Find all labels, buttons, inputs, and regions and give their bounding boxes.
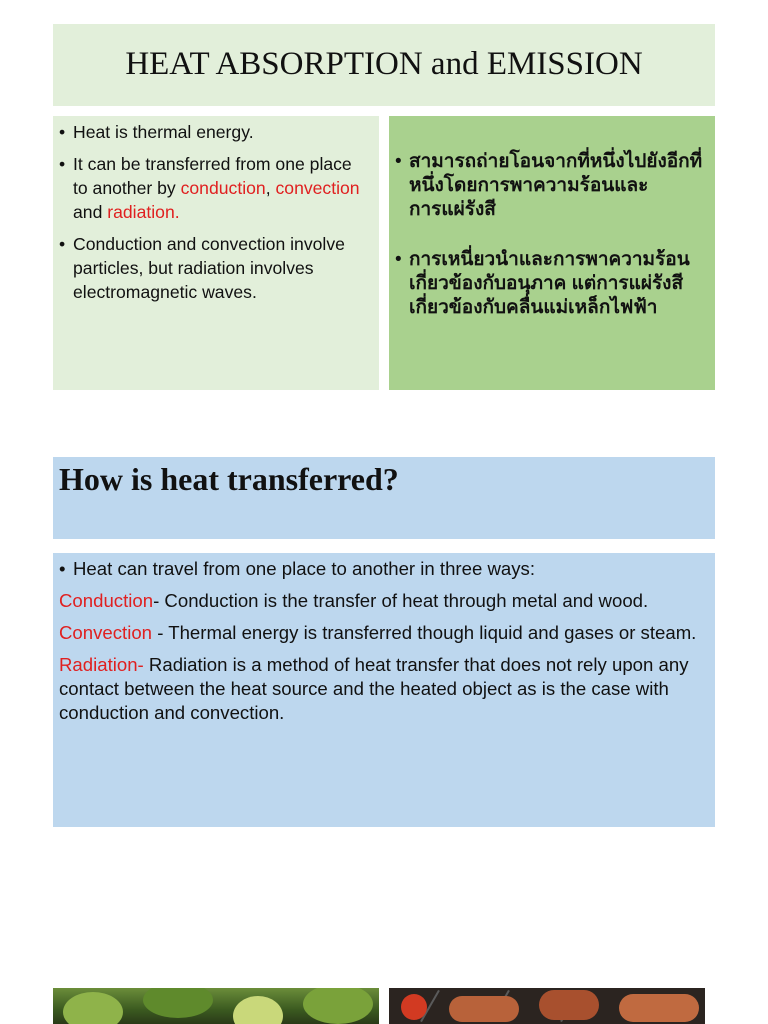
bullet-particles-waves bbox=[59, 232, 369, 304]
thai-bullets-panel bbox=[389, 116, 715, 390]
bullet-transfer-methods bbox=[59, 152, 369, 224]
radiation-term: Radiation- bbox=[59, 654, 144, 675]
conduction-text: - Conduction is the transfer of heat through metal and wood. bbox=[153, 590, 649, 611]
comma: , bbox=[265, 178, 271, 198]
leaf-shape bbox=[143, 988, 213, 1018]
bullet-thermal-energy bbox=[59, 120, 369, 144]
convection-term: Convection bbox=[59, 622, 153, 643]
bullet-text: Conduction and convection involve particles, but radiation involves electromagnetic waves. bbox=[73, 234, 345, 302]
thai-bullet-transfer bbox=[395, 150, 707, 222]
term-conduction: conduction bbox=[180, 178, 266, 198]
radiation-text: Radiation is a method of heat transfer that does not rely upon any contact between the heat source and the heated object as is the case with conduction and convection. bbox=[59, 654, 689, 723]
section-title-box bbox=[53, 457, 715, 539]
grill-photo bbox=[389, 988, 705, 1024]
english-bullet-list bbox=[59, 120, 369, 304]
tomato-shape bbox=[401, 994, 427, 1020]
section-title: How is heat transferred? bbox=[59, 461, 399, 497]
intro-paragraph: • Heat can travel from one place to another in three ways: bbox=[59, 557, 705, 581]
sausage-shape bbox=[539, 990, 599, 1020]
section-body bbox=[53, 553, 715, 827]
title-box bbox=[53, 24, 715, 106]
sausage-shape bbox=[449, 996, 519, 1022]
thai-bullet-list bbox=[395, 150, 707, 320]
thai-bullet-text: การเหนี่ยวนำและการพาความร้อนเกี่ยวข้องกับอนุภาค แต่การแผ่รังสีเกี่ยวข้องกับคลื่นแม่เหล็กไฟฟ้า bbox=[409, 249, 690, 318]
english-bullets-panel bbox=[53, 116, 379, 390]
convection-paragraph bbox=[59, 621, 705, 645]
convection-text: - Thermal energy is transferred though liquid and gases or steam. bbox=[152, 622, 697, 643]
radiation-paragraph bbox=[59, 653, 705, 725]
thai-bullet-particles bbox=[395, 248, 707, 320]
page-title: HEAT ABSORPTION and EMISSION bbox=[125, 46, 643, 82]
conduction-paragraph bbox=[59, 589, 705, 613]
leaf-shape bbox=[233, 996, 283, 1024]
leaf-shape bbox=[303, 988, 373, 1024]
conduction-term: Conduction bbox=[59, 590, 154, 611]
bullet-text: It can be transferred from one place to another by bbox=[73, 154, 352, 198]
leaves-photo bbox=[53, 988, 379, 1024]
thai-bullet-text: สามารถถ่ายโอนจากที่หนึ่งไปยังอีกที่หนึ่งโดยการพาความร้อนและการแผ่รังสี bbox=[409, 151, 703, 220]
and-text: and bbox=[73, 202, 108, 222]
term-radiation: radiation. bbox=[107, 202, 180, 222]
bullet-text: Heat is thermal energy. bbox=[73, 122, 254, 142]
term-convection: convection bbox=[275, 178, 360, 198]
sausage-shape bbox=[619, 994, 699, 1022]
leaf-shape bbox=[63, 992, 123, 1024]
